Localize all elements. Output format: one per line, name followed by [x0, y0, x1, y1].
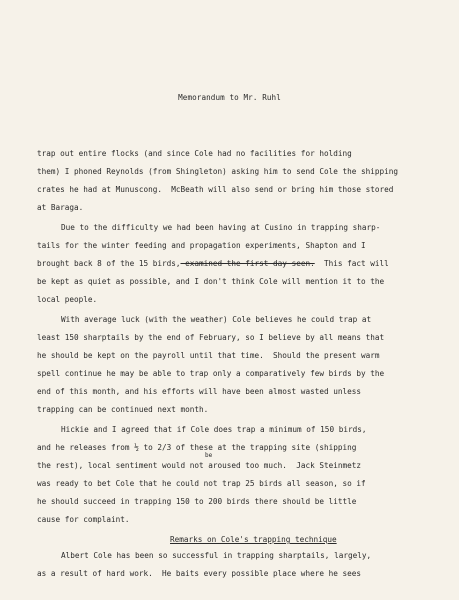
text-fragment: aroused too much. Jack Steinmetz [203, 461, 361, 470]
text-line: crates he had at Munuscong. McBeath will also send or bring him those stored [37, 185, 394, 194]
text-line: at Baraga. [37, 203, 84, 212]
text-line [37, 461, 361, 471]
text-fragment: This fact will [314, 259, 389, 268]
text-line: he should be kept on the payroll until that time. Should the present warm [37, 351, 380, 360]
text-line: Due to the difficulty we had been having at Cusino in trapping sharp- [61, 223, 381, 232]
text-line: was ready to bet Cole that he could not trap 25 birds all season, so if [37, 479, 366, 488]
text-line [37, 259, 389, 269]
text-line: be kept as quiet as possible, and I don't think Cole will mention it to the [37, 277, 385, 286]
text-line: Hickie and I agreed that if Cole does trap a minimum of 150 birds, [61, 425, 367, 434]
text-line: trap out entire flocks (and since Cole had no facilities for holding [37, 149, 352, 158]
handwritten-insertion: be [205, 452, 213, 459]
memo-title: Memorandum to Mr. Ruhl [178, 93, 281, 102]
text-line: end of this month, and his efforts will have been almost wasted unless [37, 387, 361, 396]
struck-text: examined the first day seen. [180, 259, 315, 268]
text-line: cause for complaint. [37, 515, 130, 524]
text-line: least 150 sharptails by the end of February, so I believe by all means that [37, 333, 385, 342]
section-heading: Remarks on Cole's trapping technique [170, 535, 337, 544]
text-line: tails for the winter feeding and propagation experiments, Shapton and I [37, 241, 366, 250]
text-line: he should succeed in trapping 150 to 200 birds there should be little [37, 497, 357, 506]
text-line: as a result of hard work. He baits every possible place where he sees [37, 569, 361, 578]
text-line: spell continue he may be able to trap only a comparatively few birds by the [37, 369, 385, 378]
text-fragment: brought back 8 of the 15 birds, [37, 259, 181, 268]
text-line: trapping can be continued next month. [37, 405, 209, 414]
text-line: and he releases from ½ to 2/3 of these at the trapping site (shipping [37, 443, 357, 452]
text-line: Albert Cole has been so successful in trapping sharptails, largely, [61, 551, 372, 560]
text-fragment: the rest), local sentiment would not [37, 461, 204, 470]
text-line: local people. [37, 295, 98, 304]
text-line: With average luck (with the weather) Cole believes he could trap at [61, 315, 372, 324]
text-line: them) I phoned Reynolds (from Shingleton) asking him to send Cole the shipping [37, 167, 399, 176]
